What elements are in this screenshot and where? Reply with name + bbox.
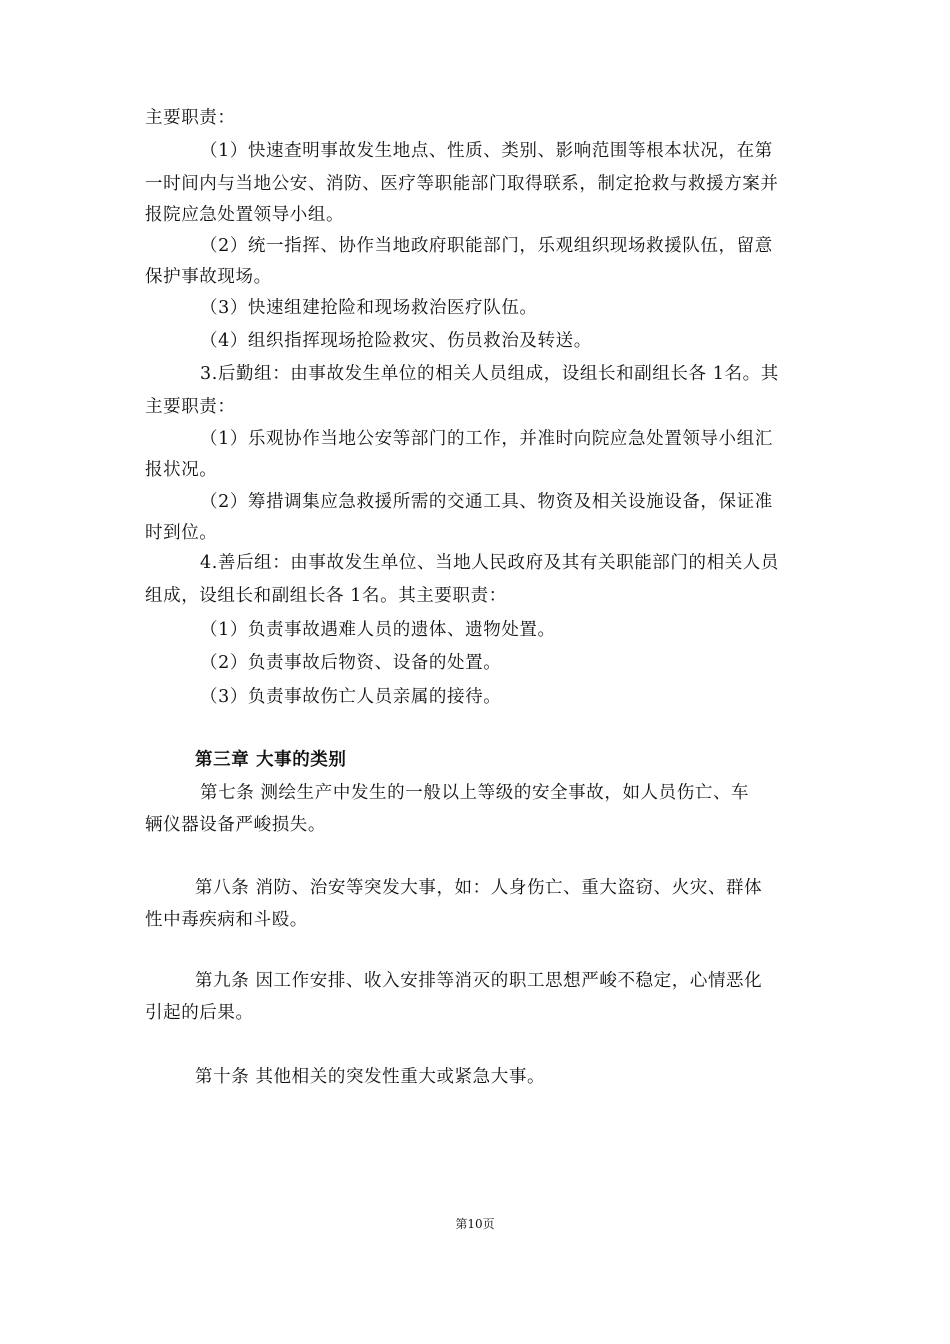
article-line: 第八条 消防、治安等突发大事，如：人身伤亡、重大盗窃、火灾、群体 [195, 878, 763, 898]
text-line: （1）乐观协作当地公安等部门的工作，并准时向院应急处置领导小组汇 [200, 429, 773, 449]
text-line: 主要职责： [145, 108, 236, 128]
text-line: 一时间内与当地公安、消防、医疗等职能部门取得联系，制定抢救与救援方案并 [145, 174, 779, 194]
text-line: 3.后勤组：由事故发生单位的相关人员组成，设组长和副组长各 1名。其 [200, 364, 779, 384]
text-line: 时到位。 [145, 523, 218, 543]
article-line: 第七条 测绘生产中发生的一般以上等级的安全事故，如人员伤亡、车 [200, 783, 750, 803]
text-line: （3）负责事故伤亡人员亲属的接待。 [200, 687, 502, 707]
text-line: （3）快速组建抢险和现场救治医疗队伍。 [200, 298, 538, 318]
text-line: 4.善后组：由事故发生单位、当地人民政府及其有关职能部门的相关人员 [200, 553, 779, 573]
page-number: 第10页 [455, 1217, 495, 1231]
article-line: 引起的后果。 [145, 1003, 254, 1023]
text-line: （1）负责事故遇难人员的遗体、遗物处置。 [200, 620, 556, 640]
article-line: 性中毒疾病和斗殴。 [145, 910, 308, 930]
text-line: 报院应急处置领导小组。 [145, 205, 345, 225]
text-line: （4）组织指挥现场抢险救灾、伤员救治及转送。 [200, 331, 592, 351]
text-line: （2）统一指挥、协作当地政府职能部门，乐观组织现场救援队伍，留意 [200, 236, 773, 256]
text-line: （2）负责事故后物资、设备的处置。 [200, 653, 502, 673]
text-line: （2）筹措调集应急救援所需的交通工具、物资及相关设施设备，保证准 [200, 492, 773, 512]
text-line: 保护事故现场。 [145, 267, 272, 287]
article-line: 第九条 因工作安排、收入安排等消灭的职工思想严峻不稳定，心情恶化 [195, 971, 763, 991]
text-line: 组成，设组长和副组长各 1名。其主要职责： [145, 586, 507, 606]
chapter-title: 第三章 大事的类别 [195, 750, 347, 770]
text-line: 主要职责： [145, 397, 236, 417]
text-line: 报状况。 [145, 460, 218, 480]
article-line: 辆仪器设备严峻损失。 [145, 815, 326, 835]
article-line: 第十条 其他相关的突发性重大或紧急大事。 [195, 1067, 546, 1087]
text-line: （1）快速查明事故发生地点、性质、类别、影响范围等根本状况，在第 [200, 141, 773, 161]
